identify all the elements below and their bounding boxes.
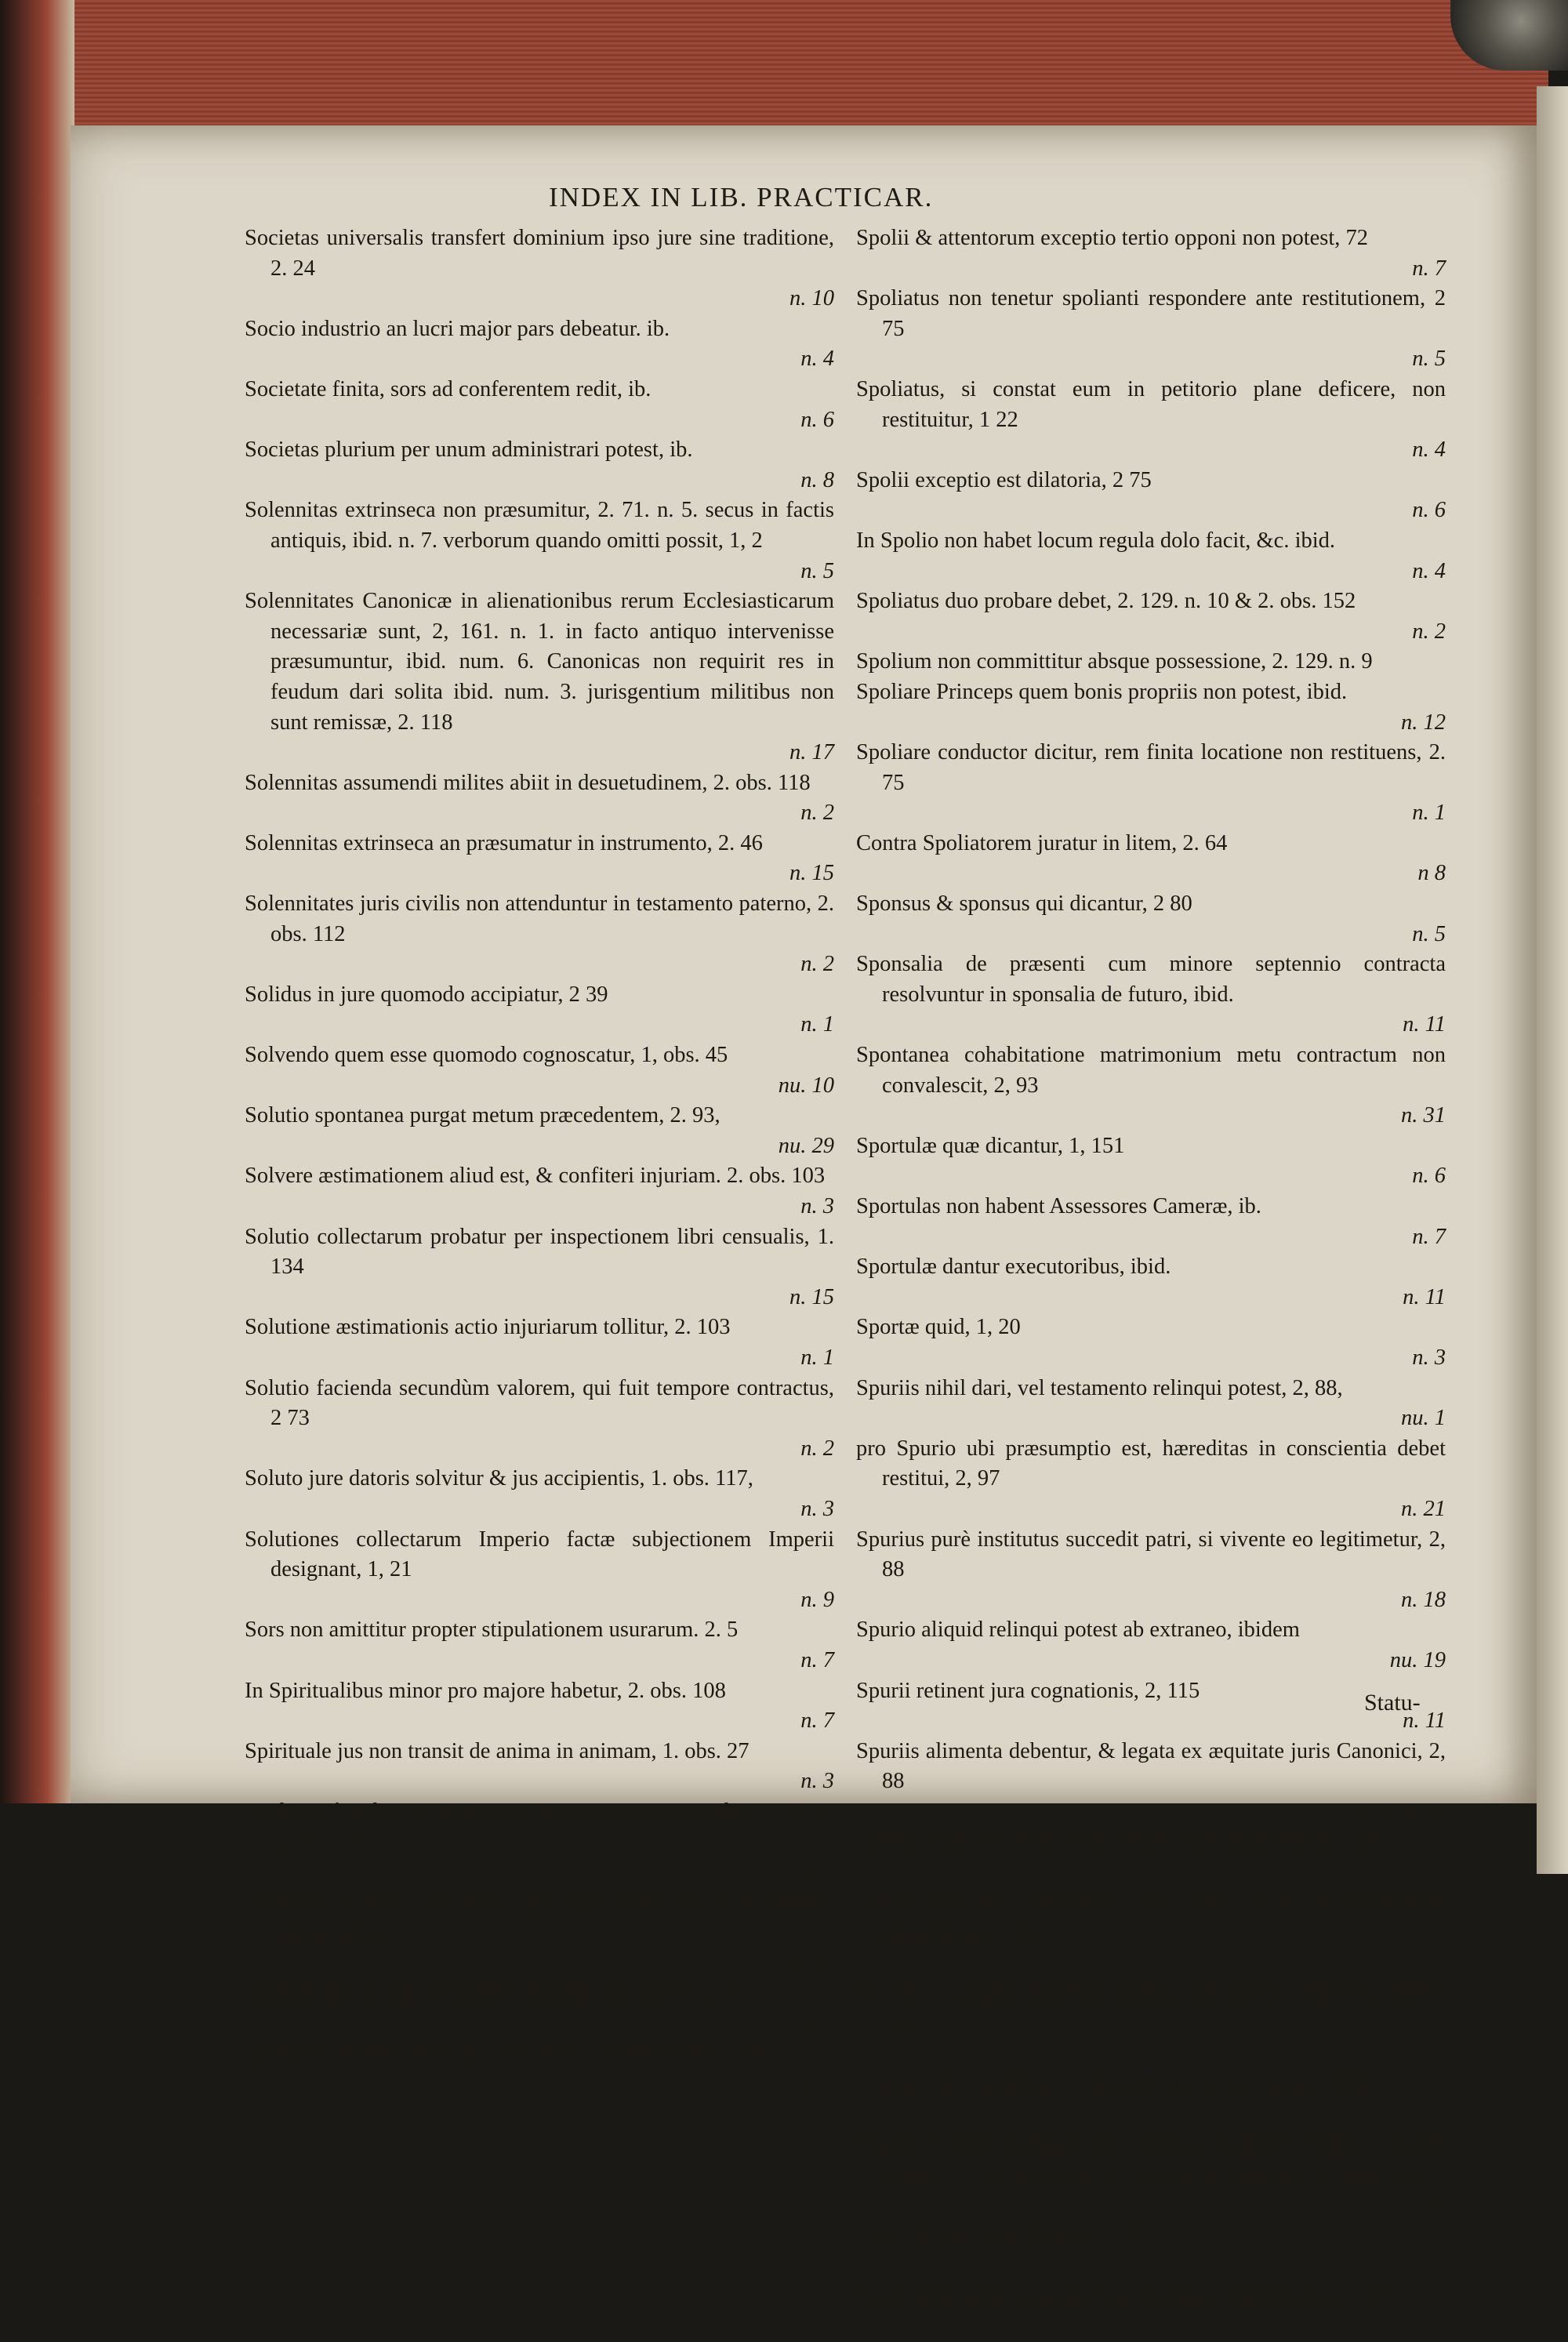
index-entry <box>245 1615 834 1676</box>
entry-reference: n. 2 <box>800 1436 834 1461</box>
index-entry <box>856 1434 1446 1525</box>
index-entry <box>245 1737 834 1797</box>
index-entry <box>856 284 1446 375</box>
entry-reference: n. 2 <box>1412 619 1446 644</box>
entry-text: Spontanea cohabitatione matrimonium metu contractum non convalescit, 2, 93 <box>856 1043 1446 1098</box>
entry-text: Solennitates Canonicæ in alienationibus rerum Ecclesiasticarum necessariæ sunt, 2, 161. n. 1. in facto antiquo intervenisse præsumuntur, ibid. num. 6. Canonicas non requirit res in feudum dari solita ibid. num. 3. jurisgentium militibus non sunt remissæ, 2. 118 <box>245 589 834 735</box>
entry-reference: n. 4, & 12 <box>1356 1799 1446 1824</box>
entry-text: Spoliare Princeps quem bonis propriis non potest, ibid. <box>856 679 1348 704</box>
entry-text: Spurius sub conditione, si legitimetur, institui potest, ibid. <box>856 2071 1374 2097</box>
index-entry <box>856 677 1446 738</box>
entry-text: Solutio collectarum probatur per inspectionem libri censualis, 1. 134 <box>245 1224 834 1280</box>
entry-text: Solidus in jure quomodo accipiatur, 2 39 <box>245 982 608 1007</box>
entry-reference: n. 5 <box>1412 347 1446 372</box>
index-entry <box>245 1101 834 1161</box>
index-entry <box>245 1040 834 1101</box>
entry-reference: n. 4 <box>1412 438 1446 463</box>
entry-text: Spolii & attentorum exceptio tertio opponi non potest, 72 <box>856 226 1369 250</box>
index-entry <box>245 375 834 435</box>
entry-reference: n. 2 <box>800 801 834 826</box>
entry-text: Spuriæ filiæ dos modica dari potest loco alimentorum, ibid. <box>856 1829 1389 1854</box>
entry-reference: n. 3 <box>800 1194 834 1218</box>
entry-text: In Spiritualibus minor pro majore habetur, 2. obs. 108 <box>245 1678 726 1703</box>
index-entry <box>856 2069 1446 2130</box>
index-entry <box>245 496 834 586</box>
index-entry <box>856 1374 1446 1434</box>
entry-reference: n. 8 <box>1412 1950 1446 1975</box>
entry-reference: n. 7 <box>1412 1224 1446 1249</box>
entry-reference: n. 17 <box>789 740 834 765</box>
entry-reference: n. 15 <box>789 861 834 886</box>
entry-text: Solennitates juris civilis non attenduntur in testamento paterno, 2. obs. 112 <box>245 891 834 946</box>
entry-reference: n. 2 <box>800 952 834 977</box>
entry-reference: n. 8 <box>800 467 834 492</box>
index-entry <box>245 1222 834 1313</box>
index-entry <box>856 375 1446 466</box>
entry-text: Sponsus & sponsus qui dicantur, 2 80 <box>856 891 1192 917</box>
entry-reference: n. 13 <box>789 1950 834 1975</box>
entry-reference: n. 9 <box>1412 2041 1446 2066</box>
index-entry <box>245 223 834 314</box>
index-entry <box>245 1797 834 1888</box>
entry-text: Sportulæ dantur executoribus, ibid. <box>856 1255 1171 1280</box>
index-entry <box>856 223 1446 284</box>
index-entry <box>245 435 834 496</box>
entry-reference: n. 20 <box>1401 2192 1446 2217</box>
entry-reference: nu. 19 <box>1389 1647 1446 1672</box>
entry-text: Spirituale jus non transit de anima in animam, 1. obs. 27 <box>245 1738 750 1763</box>
index-entry <box>245 980 834 1040</box>
entry-text: Societate finita, sors ad conferentem redit, ib. <box>245 376 652 401</box>
index-entry <box>856 1313 1446 1373</box>
entry-text: Soluto jure datoris solvitur & jus accipientis, 1. obs. 117, <box>245 1466 753 1491</box>
entry-text: Solennitas extrinseca an præsumatur in instrumento, 2. 46 <box>245 830 763 855</box>
entry-reference: n. 7 <box>1412 256 1446 281</box>
entry-reference: n. 21 <box>1401 1496 1446 1521</box>
index-entry <box>856 1040 1446 1131</box>
index-entry <box>245 2039 834 2100</box>
entry-reference: n. 17 <box>1401 2101 1446 2126</box>
running-title: INDEX IN LIB. PRACTICAR. <box>549 182 934 212</box>
index-entry <box>856 1615 1446 1676</box>
entry-text: Spurio ex coitu damnato non punibili quidlibet relinqui à matre potest, & cum legitimis in omnibus ab intestato succedit, ibid. <box>856 2132 1446 2187</box>
entry-reference: n. 11 <box>1403 1284 1446 1309</box>
entry-reference: n. 6 <box>1412 498 1446 523</box>
entry-reference: n. 11 <box>1403 1012 1446 1037</box>
index-entry <box>856 466 1446 526</box>
entry-reference: n. 1 <box>800 2011 834 2036</box>
index-entry <box>856 586 1446 647</box>
entry-text: Contra Spoliatorem juratur in litem, 2. 64 <box>856 830 1228 855</box>
entry-reference: n. 1 <box>800 1012 834 1037</box>
index-entry <box>856 1525 1446 1616</box>
entry-reference: n. 1 <box>800 1345 834 1370</box>
index-entry <box>245 314 834 375</box>
entry-text: Socio industrio an lucri major pars debeatur. ib. <box>245 316 670 341</box>
entry-reference: n. 7 <box>1412 1860 1446 1885</box>
entry-text: Spoliatus à judice de facto, per superiorem de facto quando restitui debeat, 2 76 <box>245 1890 834 1945</box>
entry-reference: n. 15 <box>789 1284 834 1309</box>
entry-reference: n. 11 <box>1403 1708 1446 1734</box>
entry-reference: n. 10 <box>1401 2313 1446 2338</box>
index-entry <box>856 1737 1446 1828</box>
entry-reference: nu. 1 <box>1401 1406 1446 1431</box>
index-entry <box>245 1161 834 1222</box>
entry-reference: n. 2 <box>1412 2253 1446 2278</box>
index-entry <box>245 586 834 768</box>
entry-reference: n. 1 <box>1412 801 1446 826</box>
index-entry <box>245 1374 834 1465</box>
entry-text: Solutio facienda secundùm valorem, qui fuit tempore contractus, 2 73 <box>245 1375 834 1431</box>
entry-text: In Spolio non habet locum regula dolo facit, &c. ibid. <box>856 528 1336 553</box>
entry-text: Spoliare conductor dicitur, rem finita locatione non restituens, 2. 75 <box>856 740 1446 795</box>
entry-text: Solutio spontanea purgat metum præcedentem, 2. 93, <box>245 1103 720 1128</box>
index-entry <box>245 1464 834 1524</box>
index-entry <box>245 768 834 829</box>
index-entry <box>856 829 1446 889</box>
entry-reference: n. 31 <box>1401 1103 1446 1128</box>
entry-reference: n. 4 <box>1412 558 1446 583</box>
entry-reference: n. 3 <box>800 1769 834 1794</box>
book-left-edge <box>0 0 74 1803</box>
entry-reference: n. 7 <box>800 1647 834 1672</box>
entry-text: Societas universalis transfert dominium ipso jure sine traditione, 2. 24 <box>245 226 834 281</box>
index-entry <box>856 2130 1446 2220</box>
entry-reference: n. 10 <box>789 286 834 311</box>
entry-reference: n 8 <box>1417 861 1446 886</box>
entry-reference: n. 3 <box>800 1496 834 1521</box>
index-entry <box>245 1888 834 1979</box>
entry-text: Solutiones collectarum Imperio factæ subjectionem Imperii designant, 1, 21 <box>245 1527 834 1582</box>
entry-text: Spoliatus à judice incompetente ante omnia restituendus, 2. 76. n. 12. & 2. 75 <box>245 1799 834 1854</box>
index-entry <box>245 889 834 980</box>
entry-text: Sportulas non habent Assessores Cameræ, ib. <box>856 1194 1261 1218</box>
index-entry <box>856 1192 1446 1252</box>
entry-text: Solutione æstimationis actio injuriarum tollitur, 2. 103 <box>245 1315 731 1340</box>
entry-text: Solennitas assumendi milites abiit in desuetudinem, 2. obs. 118 <box>245 770 811 795</box>
entry-text: Spolium non committitur absque possessione, 2. 129. n. 9 <box>856 649 1373 674</box>
entry-text: pro Spurio ubi præsumptio est, hæreditas in conscientia debet restitui, 2, 97 <box>856 1436 1446 1491</box>
index-entry <box>856 1252 1446 1313</box>
index-entry <box>856 2220 1446 2281</box>
index-column-left <box>245 223 834 2100</box>
catchword: Statu- <box>1364 1690 1421 1716</box>
index-entry <box>856 1827 1446 1887</box>
entry-reference: nu. 29 <box>778 1133 834 1158</box>
index-entry <box>245 1978 834 2039</box>
index-entry <box>245 1676 834 1737</box>
index-entry <box>856 526 1446 586</box>
entry-reference: n. 5 <box>1412 921 1446 946</box>
index-entry <box>856 1978 1446 2069</box>
entry-text: Solvendo quem esse quomodo cognoscatur, 1, obs. 45 <box>245 1043 728 1068</box>
entry-reference: n. 3 <box>1412 1345 1446 1370</box>
entry-text: Solvere æstimationem aliud est, & confiteri injuriam. 2. obs. 103 <box>245 1164 826 1189</box>
index-entry <box>856 950 1446 1040</box>
index-entry <box>856 1676 1446 1737</box>
book-top-edge <box>43 0 1548 129</box>
entry-text: Sors non amittitur propter stipulationem usurarum. 2. 5 <box>245 1618 739 1643</box>
adjacent-page-edge <box>1537 86 1568 1874</box>
entry-text: Societas plurium per unum administrari potest, ib. <box>245 438 693 463</box>
index-entry <box>856 1888 1446 1979</box>
index-entry <box>856 889 1446 950</box>
entry-reference: n. 9 <box>800 2071 834 2097</box>
entry-text: Spurii retinent jura cognationis, 2, 115 <box>856 1678 1200 1703</box>
entry-text: Spoliatus non tenetur spolianti respondere ante restitutionem, 2 75 <box>856 286 1446 341</box>
entry-text: Spuriis nihil dari, vel testamento relinqui potest, 2, 88, <box>856 1375 1343 1400</box>
entry-reference: n. 5 <box>800 558 834 583</box>
index-entry <box>245 1525 834 1616</box>
entry-text: Sponsalia de præsenti cum minore septennio contracta resolvuntur in sponsalia de futuro, ibid. <box>856 952 1446 1007</box>
entry-text: Solennitas extrinseca non præsumitur, 2. 71. n. 5. secus in factis antiquis, ibid. n. 7. verborum quando omitti possit, 1, 2 <box>245 498 834 553</box>
index-entry <box>856 2281 1446 2341</box>
entry-reference: n. 2 <box>800 1860 834 1885</box>
entry-reference: n. 6 <box>800 407 834 432</box>
entry-text: Status Imperii qui di antur, 1, 21 <box>856 2223 1146 2248</box>
index-column-right <box>856 223 1446 2342</box>
index-entry <box>245 1313 834 1373</box>
entry-reference: n. 4 <box>800 347 834 372</box>
entry-text: Spurius purè institutus succedit patri, si vivente eo legitimetur, 2, 88 <box>856 1527 1446 1582</box>
entry-text: Spoliatus, si constat eum in petitorio plane deficere, non restituitur, 1 22 <box>856 376 1446 432</box>
entry-reference: nu. 10 <box>778 1073 834 1098</box>
entry-text: Spolii exceptio est dilatoria, 2 75 <box>856 467 1152 492</box>
index-entry <box>856 647 1446 677</box>
index-entry <box>245 829 834 889</box>
entry-text: Spuriæ filiæ dos immoderata data reduci debet ad quantitatem alimentorum, ibid. <box>856 1890 1446 1945</box>
entry-reference: n. 12 <box>1401 710 1446 735</box>
entry-reference: n. 18 <box>1401 1587 1446 1612</box>
entry-text: Spurius si aliunde alimenta habeat, non potest à patre ea petere, ibid. <box>856 1981 1446 2036</box>
entry-text: Stare debet, quod non reperitur expressè prohibitum, 2, 138 <box>856 2283 1388 2308</box>
entry-text: Sportulæ quæ dicantur, 1, 151 <box>856 1133 1125 1158</box>
index-entry <box>856 1131 1446 1192</box>
entry-text: Spuriis alimenta debentur, & legata ex æquitate juris Canonici, 2, 88 <box>856 1738 1446 1794</box>
entry-text: Spoliatus indebitè libertate, ante omnia restitui debet, 2 44 <box>245 2041 766 2066</box>
entry-text: Spoliare dicitur qui pensionem annuam non solvit, 2. 75 <box>245 1981 746 2006</box>
entry-text: Spoliatus duo probare debet, 2. 129. n. 10 & 2. obs. 152 <box>856 589 1356 614</box>
index-entry <box>856 738 1446 829</box>
entry-reference: n. 7 <box>800 1708 834 1734</box>
entry-reference: n. 6 <box>1412 1164 1446 1189</box>
entry-text: Spurio aliquid relinqui potest ab extraneo, ibidem <box>856 1618 1300 1643</box>
entry-reference: n. 9 <box>800 1587 834 1612</box>
entry-text: Sportæ quid, 1, 20 <box>856 1315 1021 1340</box>
